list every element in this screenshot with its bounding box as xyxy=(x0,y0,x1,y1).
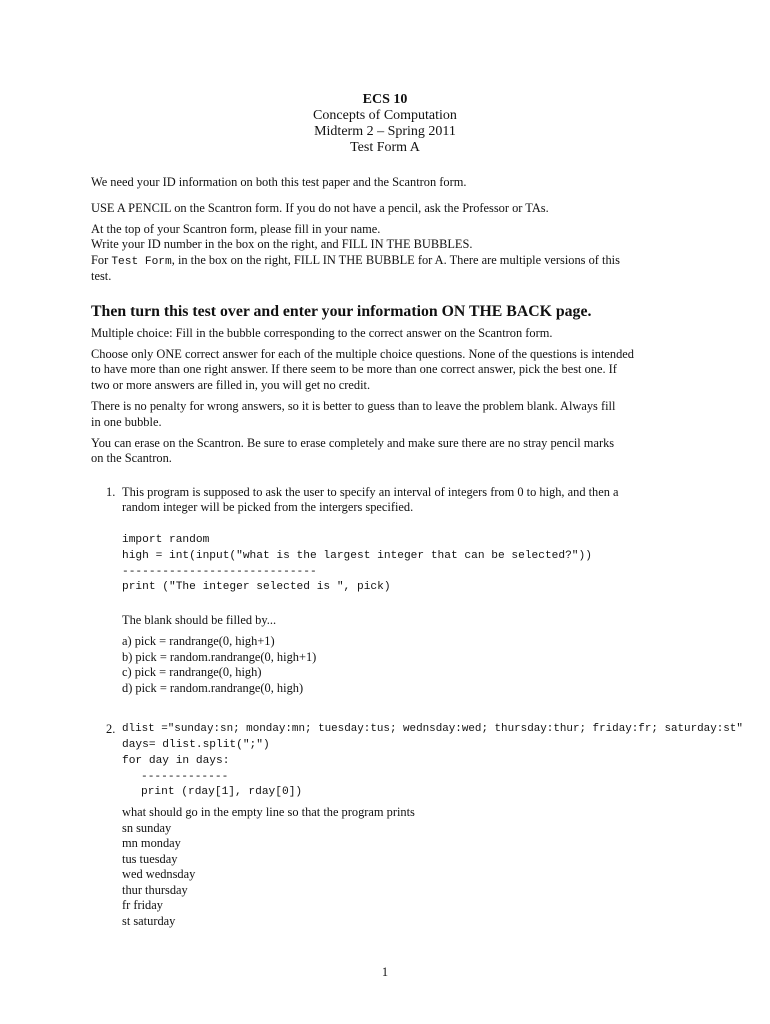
rule-one-answer-l2: to have more than one right answer. If there seem to be more than one correct answer, pick the best one. If xyxy=(91,362,617,376)
question-1-prompt: The blank should be filled by... xyxy=(122,613,277,627)
instruction-pencil: USE A PENCIL on the Scantron form. If you do not have a pencil, ask the Professor or TAs. xyxy=(91,201,549,215)
code-line: print (rday[1], rday[0]) xyxy=(141,786,303,798)
rule-erase: You can erase on the Scantron. Be sure to erase completely and make sure there are no stray pencil marks xyxy=(91,436,615,450)
option-d: d) pick = random.randrange(0, high) xyxy=(122,681,304,695)
exam-name: Midterm 2 – Spring 2011 xyxy=(314,124,456,139)
code-line: days= dlist.split(";") xyxy=(122,739,270,751)
code-line: import random xyxy=(122,534,210,546)
code-line: print ("The integer selected is ", pick) xyxy=(122,581,391,593)
rule-multiple-choice: Multiple choice: Fill in the bubble corresponding to the correct answer on the Scantron form. xyxy=(91,326,553,340)
question-2-number: 2. xyxy=(106,722,116,736)
code-line: dlist ="sunday:sn; monday:mn; tuesday:tus; wednsday:wed; thursday:thur; friday:fr; saturday:st" xyxy=(122,723,743,735)
instruction-test-form: For Test Form, in the box on the right, FILL IN THE BUBBLE for A. There are multiple versions of this xyxy=(91,253,620,268)
output-line: st saturday xyxy=(122,914,176,928)
option-b: b) pick = random.randrange(0, high+1) xyxy=(122,650,317,664)
instruction-name: At the top of your Scantron form, please fill in your name. xyxy=(91,222,381,236)
output-line: wed wednsday xyxy=(122,867,196,881)
code-line: high = int(input("what is the largest integer that can be selected?")) xyxy=(122,550,592,562)
course-code: ECS 10 xyxy=(362,92,408,107)
code-line: for day in days: xyxy=(122,755,230,767)
instruction-id: We need your ID information on both this test paper and the Scantron form. xyxy=(91,175,467,189)
rule-one-answer: Choose only ONE correct answer for each of the multiple choice questions. None of the questions is intended xyxy=(91,347,634,361)
code-line: ------------- xyxy=(141,771,229,783)
question-1-text-l2: random integer will be picked from the intergers specified. xyxy=(122,500,414,514)
output-line: thur thursday xyxy=(122,883,188,897)
code-line: ----------------------------- xyxy=(122,566,317,578)
back-page-heading: Then turn this test over and enter your information ON THE BACK page. xyxy=(91,303,592,320)
rule-no-penalty-l2: in one bubble. xyxy=(91,415,162,429)
rule-one-answer-l3: two or more answers are filled in, you will get no credit. xyxy=(91,378,371,392)
course-title: Concepts of Computation xyxy=(313,108,457,123)
output-line: tus tuesday xyxy=(122,852,178,866)
question-1-text: This program is supposed to ask the user to specify an interval of integers from 0 to high, and then a xyxy=(122,485,619,499)
rule-erase-l2: on the Scantron. xyxy=(91,451,172,465)
output-line: fr friday xyxy=(122,898,163,912)
page-number: 1 xyxy=(381,965,389,979)
output-line: sn sunday xyxy=(122,821,172,835)
option-a: a) pick = randrange(0, high+1) xyxy=(122,634,275,648)
instruction-id-number: Write your ID number in the box on the right, and FILL IN THE BUBBLES. xyxy=(91,237,473,251)
question-2-prompt: what should go in the empty line so that the program prints xyxy=(122,805,415,819)
option-c: c) pick = randrange(0, high) xyxy=(122,665,262,679)
test-form: Test Form A xyxy=(350,140,420,155)
output-line: mn monday xyxy=(122,836,181,850)
question-1-number: 1. xyxy=(106,485,116,499)
instruction-test-form-cont: test. xyxy=(91,269,112,283)
rule-no-penalty: There is no penalty for wrong answers, so it is better to guess than to leave the problem blank. Always fill xyxy=(91,399,616,413)
